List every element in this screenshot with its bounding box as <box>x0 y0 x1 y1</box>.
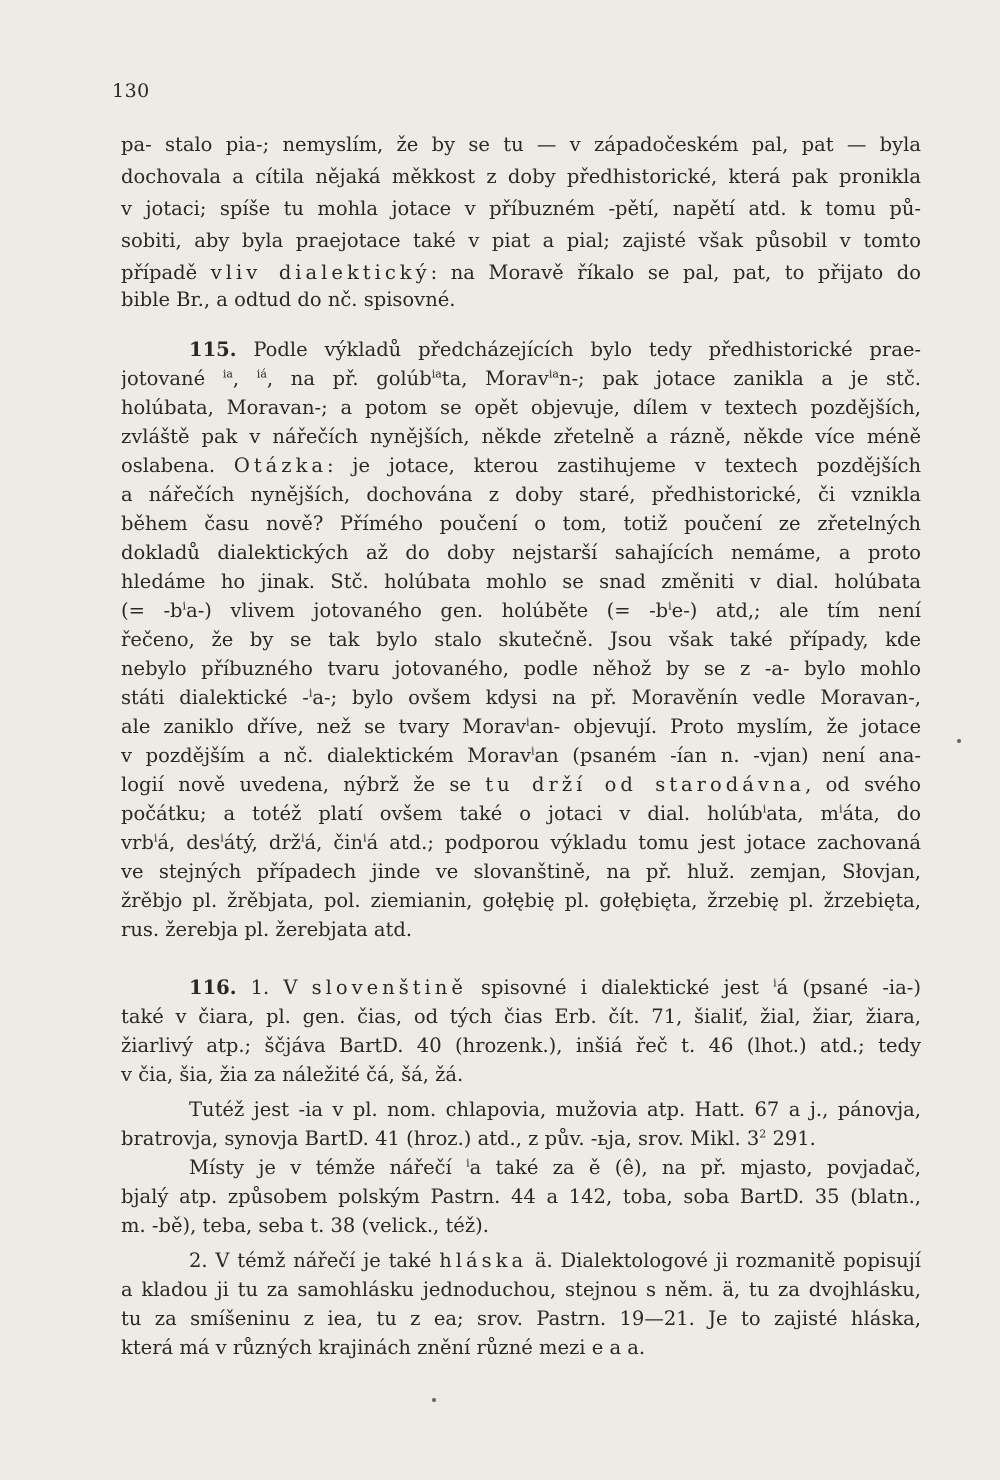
text-line: holúbata, Moravan-; a potom se opět objevuje, dílem v textech pozdějších, <box>121 396 921 419</box>
text-line: tu za smíšeninu z iea, tu z ea; srov. Pastrn. 19—21. Je to zajisté hláska, <box>121 1307 921 1330</box>
text-line: (= $-b^ia-$) vlivem jotovaného gen. holúběte (= $-b^ie-$) atd,; ale tím není <box>121 599 921 622</box>
text-line: oslabena. Otázka: je jotace, kterou zastihujeme v textech pozdějších <box>121 454 921 477</box>
text-line: bible Br., a odtud do nč. spisovné. <box>121 288 456 311</box>
text-line: žiarlivý atp.; ščjáva BartD. 40 (hrozenk.), inšiá řeč t. 46 (lhot.) atd.; tedy <box>121 1034 921 1057</box>
text-line: m. -bě), teba, seba t. 38 (velick., též). <box>121 1214 489 1237</box>
text-line: jotované $^{ia}$, $^{iá}$, na př. golúb$^{ia}$ta, Morav$^{ia}$n-; pak jotace zanikla a je stč. <box>121 367 921 390</box>
text-line: řečeno, že by se tak bylo stalo skutečně. Jsou však také případy, kde <box>121 628 921 651</box>
text-line: 116. 1. V slovenštině spisovné i dialektické jest $^i$á (psané -ia-) <box>189 976 921 999</box>
margin-speck <box>432 1398 436 1402</box>
page-number: 130 <box>112 80 150 102</box>
text-line: dochovala a cítila nějaká měkkost z doby předhistorické, která pak pronikla <box>121 165 921 188</box>
text-line: a nářečích nynějších, dochována z doby staré, předhistorické, či vznikla <box>121 483 921 506</box>
margin-speck <box>957 739 961 743</box>
text-line: 2. V témž nářečí je také hláska ä. Dialektologové ji rozmanitě popisují <box>189 1249 921 1272</box>
text-line: případě vliv dialektický: na Moravě říkalo se pal, pat, to přijato do <box>121 261 921 284</box>
text-line: vrb$^i$á, des$^i$átý, drž$^i$á, čin$^i$á atd.; podporou výkladu tomu jest jotace zachovaná <box>121 831 921 854</box>
text-line: zvláště pak v nářečích nynějších, někde zřetelně a rázně, někde více méně <box>121 425 921 448</box>
text-line: počátku; a totéž platí ovšem také o jotaci v dial. holúb$^i$ata, $m^iáta$, do <box>121 802 921 825</box>
text-line: státi dialektické -$^i$a-; bylo ovšem kdysi na př. Moravěnín vedle Moravan-, <box>121 686 921 709</box>
text-line: během času nově? Přímého poučení o tom, totiž poučení ze zřetelných <box>121 512 921 535</box>
text-line: také v čiara, pl. gen. čias, od tých čias Erb. čít. 71, šialiť, žial, žiar, žiara, <box>121 1005 921 1028</box>
text-line: pa- stalo pia-; nemyslím, že by se tu — v západočeském pal, pat — byla <box>121 133 921 156</box>
text-line: sobiti, aby byla praejotace také v piat a pial; zajisté však působil v tomto <box>121 229 921 252</box>
text-line: Místy je v témže nářečí $^i$a také za ě (ê), na př. mjasto, povjadač, <box>189 1156 921 1179</box>
text-line: žrěbjo pl. žrěbjata, pol. ziemianin, gołębię pl. gołębięta, žrzebię pl. žrzebięta, <box>121 889 921 912</box>
text-line: v pozdějším a nč. dialektickém Morav$^i$an (psaném -ían n. -vjan) není ana- <box>121 744 921 767</box>
text-line: Tutéž jest -ia v pl. nom. chlapovia, mužovia atp. Hatt. 67 a j., pánovja, <box>189 1098 921 1121</box>
text-line: která má v různých krajinách znění různé mezi e a a. <box>121 1336 646 1359</box>
text-line: ale zaniklo dříve, než se tvary Morav$^i$an- objevují. Proto myslím, že jotace <box>121 715 921 738</box>
text-line: logií nově uvedena, nýbrž že se tu drží od starodávna, od svého <box>121 773 921 796</box>
text-line: 115. Podle výkladů předcházejících bylo tedy předhistorické prae- <box>189 338 921 361</box>
text-line: a kladou ji tu za samohlásku jednoduchou, stejnou s něm. ä, tu za dvojhlásku, <box>121 1278 921 1301</box>
text-line: dokladů dialektických až do doby nejstarší sahajících nemáme, a proto <box>121 541 921 564</box>
text-line: v jotaci; spíše tu mohla jotace v příbuzném -pětí, napětí atd. k tomu pů- <box>121 197 921 220</box>
text-line: nebylo příbuzného tvaru jotovaného, podle něhož by se z -a- bylo mohlo <box>121 657 921 680</box>
text-line: ve stejných případech jinde ve slovanštině, na př. hluž. zemjan, Słovjan, <box>121 860 921 883</box>
text-line: v čia, šia, žia za náležité čá, šá, žá. <box>121 1063 464 1086</box>
text-line: bjalý atp. způsobem polským Pastrn. 44 a 142, toba, soba BartD. 35 (blatn., <box>121 1185 921 1208</box>
text-line: bratrovja, synovja BartD. 41 (hroz.) atd., z pův. -ьja, srov. Mikl. $3^2$ 291. <box>121 1127 816 1150</box>
text-line: hledáme ho jinak. Stč. holúbata mohlo se snad změniti v dial. holúbata <box>121 570 921 593</box>
text-line: rus. žerebja pl. žerebjata atd. <box>121 918 413 941</box>
